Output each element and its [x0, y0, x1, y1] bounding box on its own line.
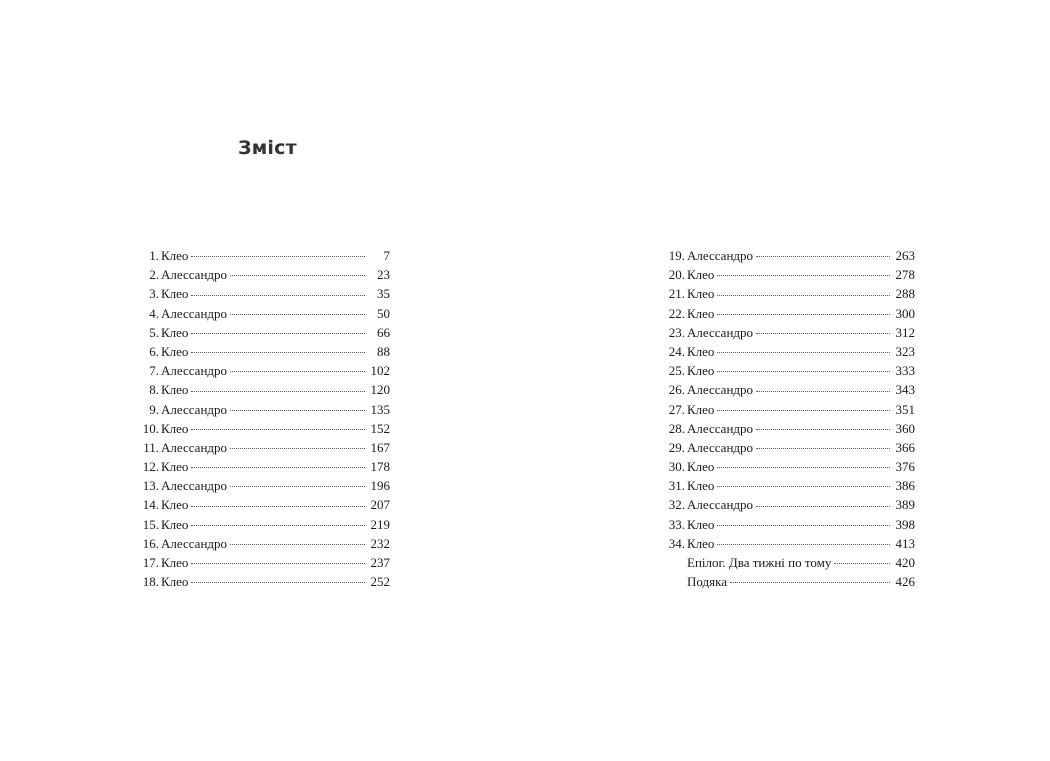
toc-entry[interactable] [659, 534, 915, 553]
toc-dot-leader [191, 256, 365, 257]
toc-entry-number: 34. [668, 535, 685, 551]
toc-dot-leader [756, 429, 890, 430]
toc-dot-leader [717, 525, 890, 526]
toc-dot-leader [191, 333, 365, 334]
toc-entry[interactable] [659, 304, 915, 323]
toc-entry-page: 420 [895, 555, 915, 570]
toc-entry-page: 366 [895, 439, 915, 455]
toc-dot-leader [717, 314, 890, 315]
toc-entry-label: Алессандро [161, 363, 228, 379]
toc-dot-leader [230, 486, 365, 487]
toc-entry-number: 17. [142, 555, 159, 570]
toc-entry-number: 2. [149, 267, 159, 283]
toc-entry-page: 35 [377, 286, 390, 302]
toc-entry-page: 312 [895, 324, 915, 340]
toc-entry-number: 24. [668, 343, 685, 359]
toc-entry[interactable] [133, 323, 390, 342]
toc-entry[interactable] [659, 476, 915, 495]
toc-entry-page: 237 [370, 555, 390, 570]
toc-dot-leader [191, 582, 365, 583]
toc-entry-number: 33. [668, 516, 685, 532]
toc-entry-label: Клео [687, 516, 715, 532]
toc-entry-label: Клео [687, 267, 715, 283]
toc-entry[interactable] [659, 495, 915, 514]
toc-entry[interactable] [659, 553, 915, 572]
toc-entry[interactable] [133, 284, 390, 303]
toc-entry-label: Алессандро [687, 439, 754, 455]
toc-entry-label: Клео [687, 459, 715, 475]
toc-entry-number: 19. [668, 248, 685, 263]
toc-entry-page: 219 [370, 516, 390, 532]
toc-entry[interactable] [659, 400, 915, 419]
toc-entry-page: 135 [370, 401, 390, 417]
toc-entry[interactable] [133, 304, 390, 323]
toc-entry-page: 88 [377, 343, 390, 359]
toc-entry-number: 15. [142, 516, 159, 532]
toc-dot-leader [717, 544, 890, 545]
toc-entry-label: Алессандро [687, 382, 754, 398]
toc-entry[interactable] [659, 361, 915, 380]
toc-entry-label: Клео [161, 459, 189, 475]
toc-entry-label: Клео [687, 343, 715, 359]
toc-entry-page: 207 [370, 497, 390, 513]
toc-dot-leader [230, 448, 365, 449]
toc-dot-leader [717, 352, 890, 353]
toc-entry[interactable] [133, 553, 390, 572]
toc-entry-label: Алессандро [161, 535, 228, 551]
toc-entry[interactable] [659, 515, 915, 534]
toc-entry-page: 66 [377, 324, 390, 340]
toc-right-column [659, 246, 915, 591]
toc-entry-label: Алессандро [687, 248, 754, 263]
toc-entry[interactable] [133, 380, 390, 399]
toc-dot-leader [756, 506, 890, 507]
toc-entry-page: 426 [895, 574, 915, 590]
toc-entry-number: 16. [142, 535, 159, 551]
toc-entry-page: 386 [895, 478, 915, 494]
toc-entry-label: Алессандро [161, 305, 228, 321]
toc-entry[interactable] [133, 457, 390, 476]
toc-entry[interactable] [133, 265, 390, 284]
toc-entry-number: 20. [668, 267, 685, 283]
toc-entry-label: Клео [687, 363, 715, 379]
toc-entry-number: 21. [668, 286, 685, 302]
toc-entry[interactable] [133, 342, 390, 361]
toc-dot-leader [756, 391, 890, 392]
toc-entry-number: 30. [668, 459, 685, 475]
toc-entry-number: 7. [149, 363, 159, 379]
toc-entry[interactable] [659, 438, 915, 457]
toc-entry-number: 22. [668, 305, 685, 321]
toc-entry-page: 343 [895, 382, 915, 398]
toc-entry-number: 9. [149, 401, 159, 417]
toc-entry-page: 102 [370, 363, 390, 379]
toc-dot-leader [191, 295, 365, 296]
toc-entry-number: 5. [149, 324, 159, 340]
toc-entry-page: 333 [895, 363, 915, 379]
toc-entry[interactable] [659, 323, 915, 342]
toc-dot-leader [717, 467, 890, 468]
toc-entry[interactable] [659, 342, 915, 361]
toc-entry-page: 398 [895, 516, 915, 532]
toc-entry-number: 13. [142, 478, 159, 494]
toc-entry-number: 25. [668, 363, 685, 379]
toc-entry-page: 232 [370, 535, 390, 551]
toc-entry-number: 28. [668, 420, 685, 436]
toc-dot-leader [756, 333, 890, 334]
toc-entry-label: Клео [161, 343, 189, 359]
toc-dot-leader [717, 275, 890, 276]
toc-entry-page: 7 [383, 248, 390, 263]
toc-entry-number: 23. [668, 324, 685, 340]
toc-entry-page: 120 [370, 382, 390, 398]
toc-entry[interactable] [133, 419, 390, 438]
toc-dot-leader [730, 582, 890, 583]
toc-entry-label: Клео [161, 324, 189, 340]
toc-entry-label: Клео [687, 305, 715, 321]
toc-entry-page: 300 [895, 305, 915, 321]
toc-entry-page: 278 [895, 267, 915, 283]
toc-entry-page: 23 [377, 267, 390, 283]
toc-entry-label: Клео [161, 248, 189, 263]
toc-entry-label: Епілог. Два тижні по тому [687, 555, 832, 570]
toc-entry-page: 167 [370, 439, 390, 455]
toc-dot-leader [230, 314, 365, 315]
toc-entry-page: 376 [895, 459, 915, 475]
toc-entry-label: Алессандро [687, 420, 754, 436]
toc-entry-label: Клео [687, 401, 715, 417]
toc-entry[interactable] [133, 495, 390, 514]
toc-dot-leader [191, 467, 365, 468]
toc-entry-number: 8. [149, 382, 159, 398]
toc-entry-number: 31. [668, 478, 685, 494]
toc-entry-number: 1. [149, 248, 159, 263]
toc-entry-page: 263 [895, 248, 915, 263]
toc-dot-leader [717, 371, 890, 372]
toc-entry[interactable] [133, 476, 390, 495]
toc-dot-leader [191, 525, 365, 526]
toc-entry[interactable] [659, 246, 915, 265]
toc-entry-number: 29. [668, 439, 685, 455]
toc-entry[interactable] [659, 457, 915, 476]
toc-entry[interactable] [659, 419, 915, 438]
toc-entry-label: Клео [161, 516, 189, 532]
toc-entry-label: Алессандро [161, 401, 228, 417]
toc-entry-label: Клео [161, 555, 189, 570]
toc-entry-page: 178 [370, 459, 390, 475]
toc-entry-label: Клео [687, 478, 715, 494]
toc-entry[interactable] [133, 515, 390, 534]
toc-entry-label: Алессандро [161, 478, 228, 494]
toc-entry-label: Клео [161, 286, 189, 302]
toc-dot-leader [191, 391, 365, 392]
toc-entry[interactable] [659, 572, 915, 591]
toc-entry-number: 32. [668, 497, 685, 513]
toc-dot-leader [717, 486, 890, 487]
toc-entry-number: 10. [142, 420, 159, 436]
toc-entry-label: Клео [161, 382, 189, 398]
toc-entry[interactable] [133, 572, 390, 591]
toc-entry-label: Клео [161, 574, 189, 590]
page-title: Зміст [238, 137, 297, 159]
toc-entry[interactable] [133, 534, 390, 553]
toc-entry-page: 152 [370, 420, 390, 436]
toc-entry-page: 351 [895, 401, 915, 417]
toc-entry-label: Клео [687, 535, 715, 551]
toc-entry-page: 50 [377, 305, 390, 321]
toc-entry-number: 12. [142, 459, 159, 475]
toc-entry-page: 323 [895, 343, 915, 359]
toc-entry[interactable] [133, 438, 390, 457]
toc-entry-page: 389 [895, 497, 915, 513]
toc-entry[interactable] [659, 265, 915, 284]
toc-entry-number: 3. [149, 286, 159, 302]
toc-entry-number: 18. [142, 574, 159, 590]
toc-entry-number: 6. [149, 343, 159, 359]
toc-entry-number: 11. [143, 439, 159, 455]
toc-dot-leader [834, 563, 890, 564]
toc-entry-page: 196 [370, 478, 390, 494]
toc-dot-leader [230, 544, 365, 545]
toc-dot-leader [191, 506, 365, 507]
toc-entry-number: 14. [142, 497, 159, 513]
toc-entry-label: Клео [161, 420, 189, 436]
toc-dot-leader [717, 410, 890, 411]
toc-entry-page: 288 [895, 286, 915, 302]
toc-entry[interactable] [659, 380, 915, 399]
toc-entry-label: Алессандро [161, 439, 228, 455]
toc-entry-number: 27. [668, 401, 685, 417]
toc-dot-leader [756, 448, 890, 449]
toc-entry-label: Алессандро [161, 267, 228, 283]
toc-entry[interactable] [133, 361, 390, 380]
toc-dot-leader [717, 295, 890, 296]
toc-left-column [133, 246, 390, 591]
toc-entry[interactable] [659, 284, 915, 303]
toc-entry-number: 4. [149, 305, 159, 321]
toc-entry-page: 360 [895, 420, 915, 436]
toc-entry-label: Алессандро [687, 324, 754, 340]
toc-entry-label: Алессандро [687, 497, 754, 513]
toc-entry[interactable] [133, 246, 390, 265]
toc-entry-label: Клео [161, 497, 189, 513]
toc-entry-label: Подяка [687, 574, 727, 590]
toc-dot-leader [191, 429, 365, 430]
toc-dot-leader [230, 275, 365, 276]
toc-entry-page: 413 [895, 535, 915, 551]
toc-dot-leader [191, 352, 365, 353]
toc-dot-leader [230, 410, 365, 411]
toc-entry[interactable] [133, 400, 390, 419]
toc-entry-number: 26. [668, 382, 685, 398]
toc-entry-page: 252 [370, 574, 390, 590]
toc-dot-leader [191, 563, 365, 564]
toc-dot-leader [230, 371, 365, 372]
toc-entry-label: Клео [687, 286, 715, 302]
toc-dot-leader [756, 256, 890, 257]
